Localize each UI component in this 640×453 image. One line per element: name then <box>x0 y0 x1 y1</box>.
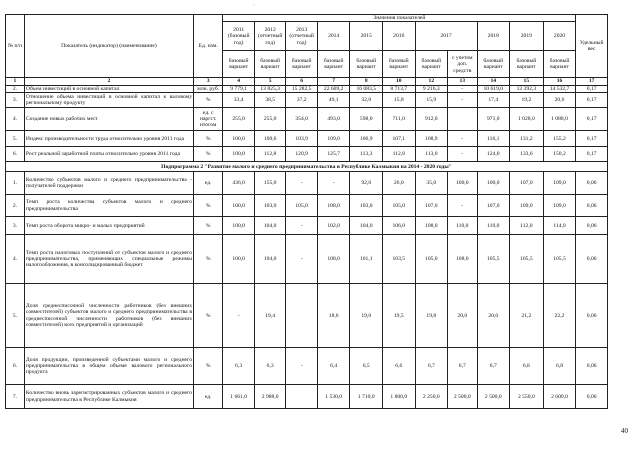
value-cell <box>286 385 318 409</box>
weight-cell: 0,17 <box>576 108 608 131</box>
unit-cell: % <box>194 217 223 235</box>
subprogram-row <box>6 162 608 172</box>
value-cell: 19,2 <box>510 93 544 108</box>
col-index: 6 <box>286 78 318 85</box>
value-cell: 1 800,0 <box>383 385 416 409</box>
header-variant: базовый вариант <box>350 51 383 78</box>
value-cell <box>448 108 477 131</box>
value-cell: 103,0 <box>350 195 383 217</box>
value-cell: 124,0 <box>477 147 510 162</box>
value-cell: 107,1 <box>383 131 416 147</box>
value-cell: - <box>317 172 350 195</box>
value-cell: 103,9 <box>286 131 318 147</box>
header-variant: базовый вариант <box>223 51 255 78</box>
indicator-name: Количество субъектов малого и среднего предпринимательства - получателей поддержки <box>24 172 193 195</box>
value-cell: 6,8 <box>543 348 576 385</box>
col-index: 4 <box>223 78 255 85</box>
value-cell: 107,0 <box>415 195 448 217</box>
value-cell: 35,0 <box>415 172 448 195</box>
table-row <box>6 108 608 131</box>
indicator-name: Доля среднесписочной численности работников (без внешних совместителей) субъектов малого и среднего предпринимательства в среднесписочной численности работников (без внешних совместителей) всех предприятий и организаций <box>24 284 193 348</box>
row-number: 7. <box>6 385 25 409</box>
value-cell: 37,2 <box>286 93 318 108</box>
value-cell: 20,0 <box>477 284 510 348</box>
weight-cell: 0,17 <box>576 147 608 162</box>
value-cell: 1 028,0 <box>510 108 544 131</box>
col-index: 8 <box>350 78 383 85</box>
value-cell: 155,2 <box>543 131 576 147</box>
value-cell: 112,8 <box>254 147 286 162</box>
value-cell: - <box>286 217 318 235</box>
value-cell: 14 532,7 <box>543 85 576 92</box>
header-year: 2011 (базовый год) <box>223 22 255 51</box>
value-cell: 113,0 <box>415 147 448 162</box>
col-index: 16 <box>543 78 576 85</box>
value-cell: 22 609,2 <box>317 85 350 92</box>
value-cell: 6,7 <box>448 348 477 385</box>
value-cell: 19,0 <box>350 284 383 348</box>
table-row <box>6 348 608 385</box>
value-cell: 18,6 <box>317 284 350 348</box>
header-weight: Удельный вес <box>576 15 608 78</box>
col-index: 10 <box>383 78 416 85</box>
value-cell: 133,6 <box>510 147 544 162</box>
value-cell: 2 500,0 <box>477 385 510 409</box>
value-cell: 8 713,7 <box>383 85 416 92</box>
unit-cell: ед. с наргст. итогом <box>194 108 223 131</box>
row-number: 3. <box>6 217 25 235</box>
value-cell: 26,0 <box>383 172 416 195</box>
value-cell: 108,0 <box>317 235 350 284</box>
row-number: 1. <box>6 172 25 195</box>
row-number: 4. <box>6 108 25 131</box>
indicator-name: Отношение объема инвестиций в основной капитал к валовому региональному продукту <box>25 93 192 107</box>
value-cell: 17,4 <box>477 93 510 108</box>
table-row <box>6 131 608 147</box>
header-variant: базовый вариант <box>286 51 318 78</box>
table-row <box>6 385 608 409</box>
table-row <box>6 93 608 108</box>
header-values: Значения показателей <box>223 15 576 22</box>
indicators-table <box>5 14 608 409</box>
value-cell: 436,0 <box>223 172 255 195</box>
weight-cell: 0,06 <box>576 348 608 385</box>
value-cell: 6,5 <box>350 348 383 385</box>
value-cell: 109,0 <box>543 195 576 217</box>
table-row <box>6 172 608 195</box>
value-cell: 255,0 <box>223 108 255 131</box>
value-cell: - <box>448 195 477 217</box>
value-cell: 493,0 <box>317 108 350 131</box>
value-cell: 110,0 <box>448 217 477 235</box>
value-cell: - <box>448 131 477 147</box>
value-cell: 120,9 <box>286 147 318 162</box>
col-index: 1 <box>6 78 25 85</box>
value-cell: 104,0 <box>350 217 383 235</box>
header-year: 2020 <box>543 22 576 51</box>
value-cell: 19,8 <box>415 284 448 348</box>
value-cell: 100,6 <box>254 131 286 147</box>
value-cell: - <box>448 93 477 108</box>
value-cell: 971,0 <box>477 108 510 131</box>
value-cell: 100,0 <box>477 172 510 195</box>
col-index: 5 <box>254 78 286 85</box>
value-cell: 108,0 <box>448 235 477 284</box>
weight-cell: 0,06 <box>576 284 608 348</box>
weight-cell: 0,17 <box>576 85 608 92</box>
header-year: 2018 <box>477 22 510 51</box>
value-cell: 2 988,0 <box>254 385 286 409</box>
value-cell: 105,5 <box>510 235 544 284</box>
value-cell: - <box>286 235 318 284</box>
header-variant: базовый вариант <box>254 51 286 78</box>
value-cell: 6,4 <box>317 348 350 385</box>
value-cell: 21,2 <box>510 284 544 348</box>
value-cell: 105,0 <box>286 195 318 217</box>
col-index: 15 <box>510 78 544 85</box>
indicator-name: Рост реальной заработной платы относительно уровня 2011 года <box>24 147 193 162</box>
header-num: № п/п <box>6 15 25 78</box>
weight-cell: 0,06 <box>576 195 608 217</box>
row-number: 4. <box>6 235 25 284</box>
value-cell: 13 825,3 <box>254 85 286 92</box>
indicator-name: Темп роста налоговых поступлений от субъектов малого и среднего предпринимательства, применяющих специальные режимы налогообложения, в консолидированный бюджет <box>24 235 193 284</box>
header-year: 2012 (отчетный год) <box>254 22 286 51</box>
value-cell: 12 392,3 <box>510 85 544 92</box>
row-number: 5. <box>6 131 25 147</box>
value-cell: 100,0 <box>223 195 255 217</box>
value-cell: 32,0 <box>350 93 383 108</box>
weight-cell: 0,06 <box>576 172 608 195</box>
value-cell: 6,3 <box>254 348 286 385</box>
indicator-name: Количество вновь зарегистрированных субъектов малого и среднего предпринимательства в Республике Калмыкия <box>24 385 193 409</box>
value-cell: 108,0 <box>415 217 448 235</box>
value-cell: 6,7 <box>477 348 510 385</box>
value-cell: 255,0 <box>254 108 286 131</box>
value-cell: 125,7 <box>317 147 350 162</box>
value-cell: - <box>286 348 318 385</box>
indicator-name: Объем инвестиций в основной капитал <box>24 85 193 92</box>
row-number: 5. <box>6 284 25 348</box>
value-cell: 116,1 <box>477 131 510 147</box>
header-variant: базовый вариант <box>415 51 448 78</box>
value-cell: 131,2 <box>510 131 544 147</box>
value-cell: 104,0 <box>254 217 286 235</box>
value-cell: 598,0 <box>350 108 383 131</box>
unit-cell: % <box>194 235 223 284</box>
table-row <box>6 85 608 92</box>
value-cell: 100,0 <box>223 235 255 284</box>
value-cell: 92,0 <box>350 172 383 195</box>
value-cell: 109,0 <box>543 172 576 195</box>
value-cell: 10 619,0 <box>477 85 510 92</box>
col-index: 12 <box>415 78 448 85</box>
value-cell: 2 550,0 <box>510 385 544 409</box>
unit-cell: % <box>194 93 223 108</box>
header-year: 2014 <box>317 22 350 51</box>
indicator-name: Индекс производительности труда относительно уровня 2011 года <box>24 131 193 147</box>
header-year: 2016 <box>383 22 416 51</box>
unit-cell: % <box>194 348 223 385</box>
value-cell: 22,2 <box>543 284 576 348</box>
header-variant: базовый вариант <box>317 51 350 78</box>
value-cell: 113,3 <box>350 147 383 162</box>
unit-cell: ед. <box>194 385 223 409</box>
weight-cell: 0,06 <box>576 235 608 284</box>
value-cell: - <box>448 147 477 162</box>
value-cell: 20,0 <box>448 284 477 348</box>
value-cell: 108,0 <box>317 195 350 217</box>
col-index: 14 <box>477 78 510 85</box>
unit-cell: % <box>194 131 223 147</box>
value-cell: 1 530,0 <box>317 385 350 409</box>
row-number: 6. <box>6 147 25 162</box>
header-year: 2017 <box>415 22 477 51</box>
table-row <box>6 147 608 162</box>
value-cell: 38,5 <box>254 93 286 108</box>
col-index: 7 <box>317 78 350 85</box>
header-unit: Ед. изм. <box>194 15 223 78</box>
header-year: 2015 <box>350 22 383 51</box>
row-number: 6. <box>6 348 25 385</box>
value-cell: 108,9 <box>415 131 448 147</box>
value-cell: 100,0 <box>223 131 255 147</box>
row-number: 2. <box>6 85 25 92</box>
value-cell: 1 661,0 <box>223 385 255 409</box>
col-index: 3 <box>194 78 223 85</box>
value-cell: 19,5 <box>383 284 416 348</box>
value-cell: 354,0 <box>286 108 318 131</box>
value-cell: 107,0 <box>477 195 510 217</box>
value-cell: 112,8 <box>383 147 416 162</box>
value-cell: 15 282,5 <box>286 85 318 92</box>
value-cell: 6,8 <box>510 348 544 385</box>
header-indicator: Показатель (индикатор) (наименование) <box>24 15 193 78</box>
indicator-name: Темп роста оборота микро- и малых предприятий <box>24 217 193 235</box>
unit-cell: % <box>194 147 223 162</box>
value-cell: 19,4 <box>254 284 286 348</box>
value-cell: 109,0 <box>317 131 350 147</box>
unit-cell: ед. <box>194 172 223 195</box>
value-cell: 106,9 <box>350 131 383 147</box>
value-cell: 103,0 <box>254 195 286 217</box>
value-cell: 110,0 <box>477 217 510 235</box>
value-cell: 104,0 <box>254 235 286 284</box>
header-variant: базовый вариант <box>510 51 544 78</box>
value-cell: 6,6 <box>383 348 416 385</box>
value-cell: 106,0 <box>383 217 416 235</box>
header-2017-extra: с учетом доп. средств <box>448 51 477 78</box>
faint-scan-mark: ~ <box>252 3 256 9</box>
value-cell: 6,7 <box>415 348 448 385</box>
value-cell: 6,3 <box>223 348 255 385</box>
table-row <box>6 284 608 348</box>
value-cell: 105,5 <box>543 235 576 284</box>
value-cell <box>286 284 318 348</box>
col-index: 17 <box>576 78 608 85</box>
table-header <box>6 15 608 86</box>
value-cell: 15,9 <box>415 93 448 108</box>
header-variant: базовый вариант <box>383 51 416 78</box>
value-cell: 2 250,0 <box>415 385 448 409</box>
value-cell: - <box>286 172 318 195</box>
value-cell: 107,0 <box>510 172 544 195</box>
value-cell: 912,0 <box>415 108 448 131</box>
row-number: 2. <box>6 195 25 217</box>
table-row <box>6 235 608 284</box>
value-cell: 711,0 <box>383 108 416 131</box>
column-index-row <box>6 78 608 85</box>
weight-cell: 0,06 <box>576 385 608 409</box>
value-cell: 20,6 <box>543 93 576 108</box>
value-cell: 100,0 <box>223 147 255 162</box>
value-cell: - <box>448 85 477 92</box>
value-cell: 9 779,1 <box>223 85 255 92</box>
value-cell: 100,0 <box>223 217 255 235</box>
value-cell: 102,0 <box>317 217 350 235</box>
document-table-wrapper <box>5 14 608 409</box>
table-body <box>6 85 608 408</box>
indicator-name: Доля продукции, произведенной субъектами малого и среднего предпринимательства в общем объеме валового регионального продукта <box>24 348 193 385</box>
subprogram-title: Подпрограмма 2 "Развитие малого и среднего предпринимательства в Республике Калмыкия на 2014 - 2020 годы" <box>6 162 608 172</box>
header-variant: базовый вариант <box>543 51 576 78</box>
header-year: 2013 (отчетный год) <box>286 22 318 51</box>
value-cell: 103,5 <box>383 235 416 284</box>
value-cell: 33,4 <box>223 93 255 108</box>
weight-cell: 0,17 <box>576 131 608 147</box>
value-cell: 109,0 <box>510 195 544 217</box>
value-cell: 100,0 <box>448 172 477 195</box>
indicator-name: Создание новых рабочих мест <box>24 108 193 131</box>
value-cell: 1 710,0 <box>350 385 383 409</box>
value-cell: 105,5 <box>477 235 510 284</box>
value-cell: 155,0 <box>254 172 286 195</box>
header-variant: базовый вариант <box>477 51 510 78</box>
col-index: 13 <box>448 78 477 85</box>
indicator-name: Темп роста количества субъектов малого и среднего предпринимательства <box>24 195 193 217</box>
value-cell: 105,0 <box>383 195 416 217</box>
value-cell: - <box>223 284 255 348</box>
value-cell: 1 088,0 <box>543 108 576 131</box>
value-cell: 15,8 <box>383 93 416 108</box>
header-year: 2019 <box>510 22 544 51</box>
value-cell: 150,2 <box>543 147 576 162</box>
value-cell: 105,0 <box>415 235 448 284</box>
unit-cell: млн. руб. <box>194 85 223 92</box>
value-cell: 49,1 <box>317 93 350 108</box>
page-number: 40 <box>621 427 628 435</box>
weight-cell: 0,17 <box>576 93 608 108</box>
value-cell: 101,1 <box>350 235 383 284</box>
table-row <box>6 195 608 217</box>
unit-cell: % <box>194 284 223 348</box>
value-cell: 16 083,5 <box>350 85 383 92</box>
value-cell: 114,0 <box>543 217 576 235</box>
value-cell: 9 216,3 <box>415 85 448 92</box>
table-row <box>6 217 608 235</box>
unit-cell: % <box>194 195 223 217</box>
value-cell: 2 500,0 <box>448 385 477 409</box>
row-number: 3. <box>6 93 25 108</box>
weight-cell: 0,06 <box>576 217 608 235</box>
col-index: 2 <box>24 78 193 85</box>
value-cell: 112,0 <box>510 217 544 235</box>
value-cell: 2 600,0 <box>543 385 576 409</box>
